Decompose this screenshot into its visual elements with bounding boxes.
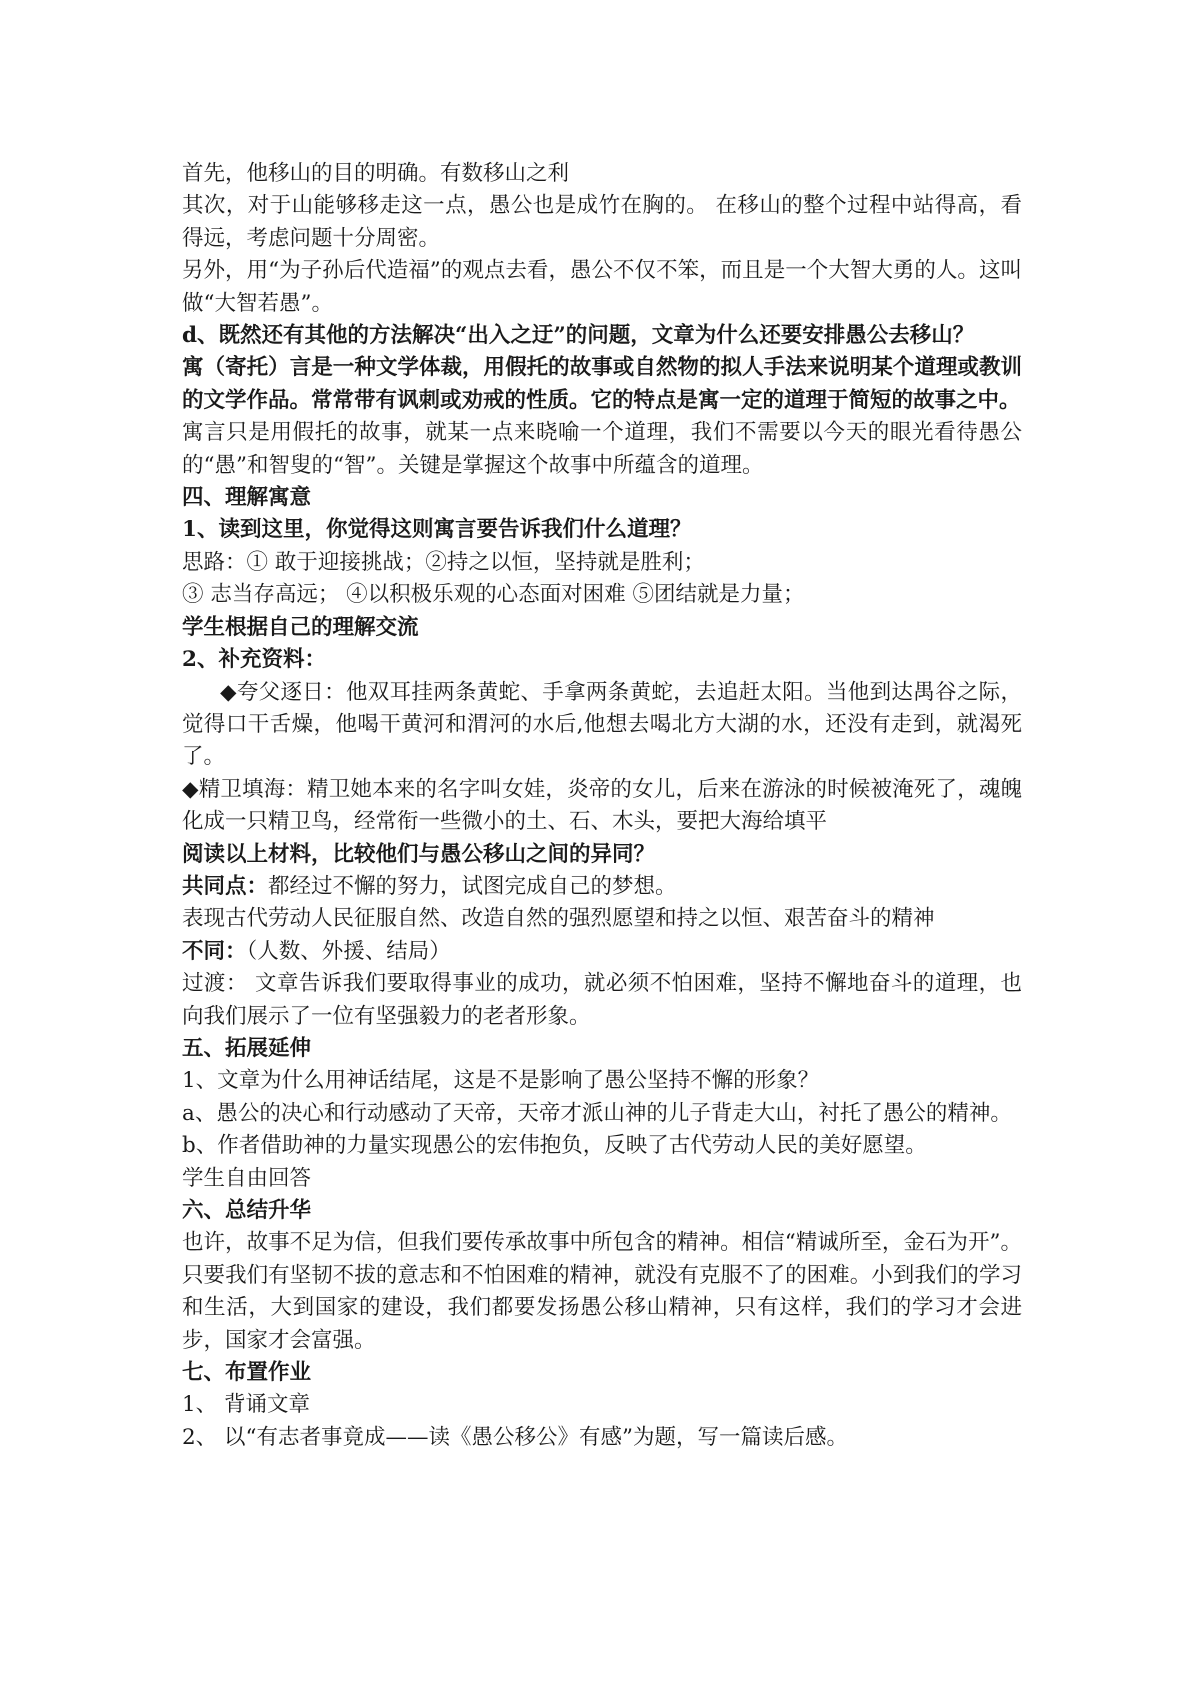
paragraph: 另外，用“为子孙后代造福”的观点去看，愚公不仅不笨，而且是一个大智大勇的人。这叫做“大智若愚”。 [182, 258, 1022, 316]
lead-label: 不同： [182, 938, 247, 964]
paragraph: 过渡： 文章告诉我们要取得事业的成功，就必须不怕困难，坚持不懈地奋斗的道理，也向我们展示了一位有坚强毅力的老者形象。 [182, 971, 1022, 1029]
question-heading: 2、补充资料： [182, 647, 326, 673]
question-heading: 1、读到这里，你觉得这则寓言要告诉我们什么道理？ [182, 517, 692, 543]
paragraph: 寓言只是用假托的故事，就某一点来晓喻一个道理，我们不需要以今天的眼光看待愚公的“愚”和智叟的“智”。关键是掌握这个故事中所蕴含的道理。 [182, 420, 1022, 478]
paragraph: 其次，对于山能够移走这一点，愚公也是成竹在胸的。 在移山的整个过程中站得高，看得远，考虑问题十分周密。 [182, 193, 1022, 251]
lead-label: 共同点： [182, 873, 269, 899]
section-heading: 六、总结升华 [182, 1198, 312, 1223]
paragraph: 首先，他移山的目的明确。有数移山之利 [182, 161, 570, 186]
paragraph: 学生自由回答 [182, 1165, 312, 1191]
paragraph-text: （人数、外援、结局） [246, 938, 451, 964]
section-heading: 五、拓展延伸 [182, 1035, 312, 1061]
section-heading: 七、布置作业 [182, 1360, 312, 1386]
section-heading: 四、理解寓意 [182, 485, 312, 511]
paragraph: 表现古代劳动人民征服自然、改造自然的强烈愿望和持之以恒、艰苦奋斗的精神 [182, 906, 935, 932]
paragraph: 2、 以“有志者事竟成——读《愚公移公》有感”为题，写一篇读后感。 [182, 1424, 848, 1450]
paragraph: 1、 背诵文章 [182, 1392, 311, 1418]
paragraph: b、作者借助神的力量实现愚公的宏伟抱负，反映了古代劳动人民的美好愿望。 [182, 1133, 927, 1159]
definition-paragraph: 寓（寄托）言是一种文学体裁，用假托的故事或自然物的拟人手法来说明某个道理或教训的文学作品。常常带有讽刺或劝戒的性质。它的特点是寓一定的道理于简短的故事之中。 [182, 355, 1022, 413]
paragraph: 1、文章为什么用神话结尾，这是不是影响了愚公坚持不懈的形象？ [182, 1068, 820, 1094]
paragraph: 也许，故事不足为信，但我们要传承故事中所包含的精神。相信“精诚所至，金石为开”。只要我们有坚韧不拔的意志和不怕困难的精神，就没有克服不了的困难。小到我们的学习和生活，大到国家的建设，我们都要发扬愚公移山精神，只有这样，我们的学习才会进步，国家才会富强。 [182, 1230, 1022, 1353]
question-heading: d、既然还有其他的方法解决“出入之迂”的问题，文章为什么还要安排愚公去移山？ [182, 323, 975, 349]
paragraph-text: 都经过不懈的努力，试图完成自己的梦想。 [268, 873, 677, 899]
paragraph: ◆精卫填海：精卫她本来的名字叫女娃，炎帝的女儿，后来在游泳的时候被淹死了，魂魄化成一只精卫鸟，经常衔一些微小的土、石、木头，要把大海给填平 [182, 776, 1022, 835]
document-body [182, 158, 1022, 1454]
bold-paragraph: 学生根据自己的理解交流 [182, 614, 419, 640]
paragraph [182, 936, 1022, 968]
paragraph: a、愚公的决心和行动感动了天帝，天帝才派山神的儿子背走大山，衬托了愚公的精神。 [182, 1100, 1012, 1126]
paragraph [182, 871, 1022, 903]
question-heading: 阅读以上材料，比较他们与愚公移山之间的异同？ [182, 841, 656, 867]
paragraph: ◆夸父逐日：他双耳挂两条黄蛇、手拿两条黄蛇，去追赶太阳。当他到达禺谷之际，觉得口干舌燥，他喝干黄河和渭河的水后,他想去喝北方大湖的水，还没有走到，就渴死了。 [182, 679, 1022, 770]
paragraph: ③ 志当存高远； ④以积极乐观的心态面对困难 ⑤团结就是力量； [182, 582, 805, 608]
paragraph: 思路：① 敢于迎接挑战；②持之以恒，坚持就是胜利； [182, 549, 705, 575]
